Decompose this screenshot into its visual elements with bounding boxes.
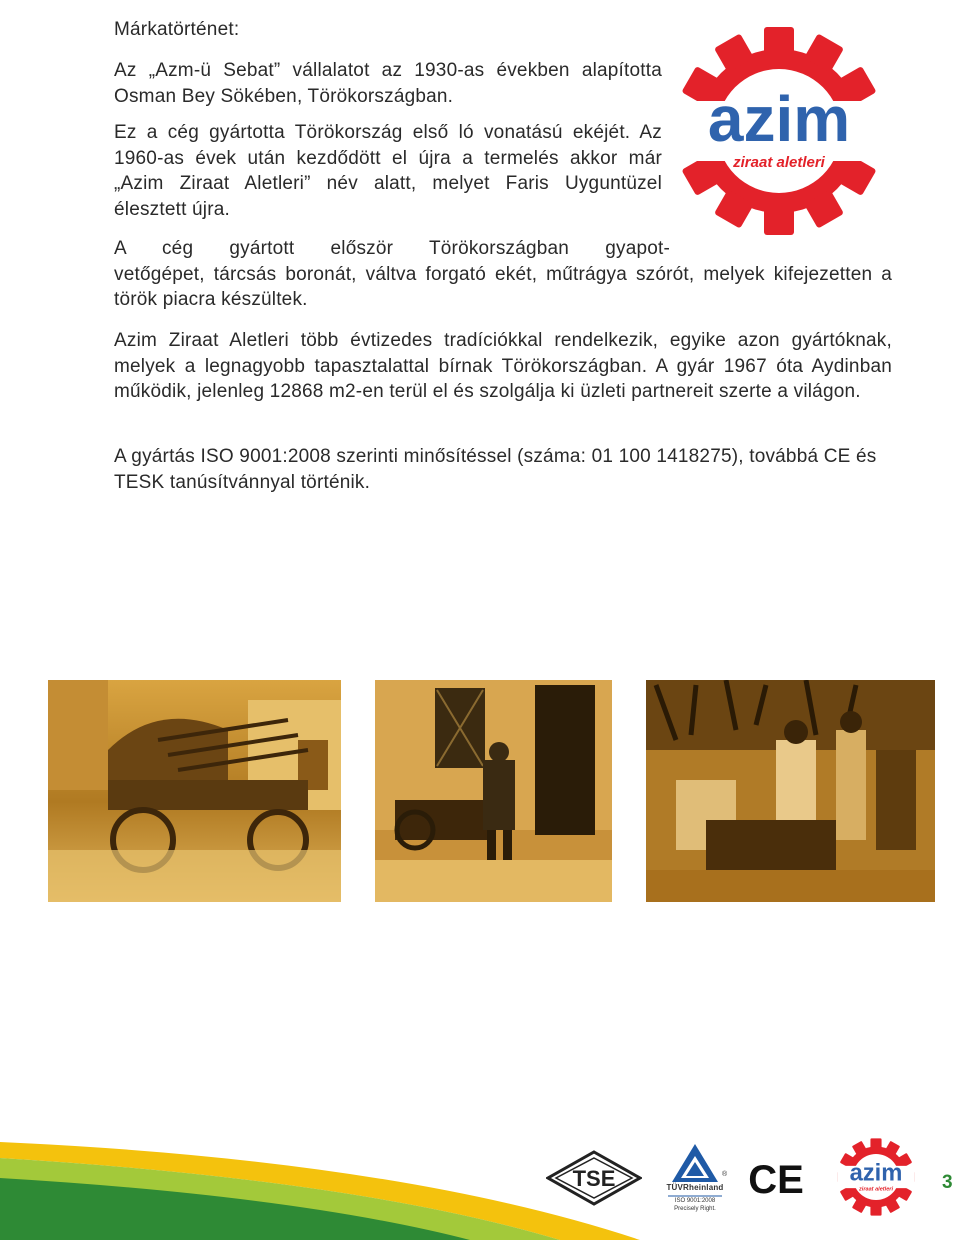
section-heading: Márkatörténet: bbox=[114, 19, 240, 40]
ce-mark-text: CE bbox=[748, 1158, 804, 1199]
paragraph-products-line1: A cég gyártott először Törökországban gyapot- bbox=[114, 238, 670, 259]
tse-badge-icon bbox=[546, 1150, 642, 1206]
paragraph-products-rest: vetőgépet, tárcsás boronát, váltva forgató ekét, műtrágya szórót, melyek kifejezetten a török piacra készültek. bbox=[114, 263, 892, 310]
logo-tagline-text: ziraat aletleri bbox=[733, 154, 825, 171]
logo-small-tagline-text: ziraat aletleri bbox=[858, 1186, 894, 1193]
gear-logo-icon bbox=[672, 26, 886, 236]
tuv-registered-mark: ® bbox=[722, 1171, 728, 1178]
paragraph-products bbox=[114, 236, 892, 313]
tuv-name-text: TÜVRheinland bbox=[666, 1183, 724, 1192]
tuv-iso-text: ISO 9001:2008 bbox=[674, 1198, 716, 1204]
tuv-claim-text: Precisely Right. bbox=[674, 1206, 716, 1212]
gear-logo-small-icon bbox=[836, 1138, 916, 1216]
logo-small-brand-text: azim bbox=[849, 1159, 903, 1187]
page-number: 3 bbox=[942, 1172, 953, 1193]
paragraph-first-plough: Ez a cég gyártotta Törökország első ló vonatású ekéjét. Az 1960-as évek után kezdődött el újra a termelés akkor már „Azim Ziraat Aletleri” név alatt, melyet Faris Uyguntüzel élesztett újra. bbox=[114, 122, 662, 220]
ce-mark-icon bbox=[748, 1157, 804, 1199]
seed-drill-man-photo-icon bbox=[375, 680, 612, 902]
paragraph-tradition: Azim Ziraat Aletleri több évtizedes tradíciókkal rendelkezik, egyike azon gyártóknak, melyek a legnagyobb tapasztalattal bírnak Törökországban. A gyár 1967 óta Aydinban működik, jelenleg 12868 m2-en terül el és szolgálja ki üzleti partnereit szerte a világon. bbox=[114, 330, 892, 402]
paragraph-certification: A gyártás ISO 9001:2008 szerinti minősítéssel (száma: 01 100 1418275), továbbá CE és TESK tanúsítvánnyal történik. bbox=[114, 446, 877, 493]
workshop-workers-photo-icon bbox=[646, 680, 935, 902]
horse-cart-photo-icon bbox=[48, 680, 341, 902]
footer-stripes bbox=[0, 1130, 960, 1240]
paragraph-founding: Az „Azm-ü Sebat” vállalatot az 1930-as években alapította Osman Bey Sökében, Törökországban. bbox=[114, 60, 662, 107]
logo-brand-text: azim bbox=[707, 83, 851, 155]
tse-badge-text: TSE bbox=[572, 1166, 616, 1191]
